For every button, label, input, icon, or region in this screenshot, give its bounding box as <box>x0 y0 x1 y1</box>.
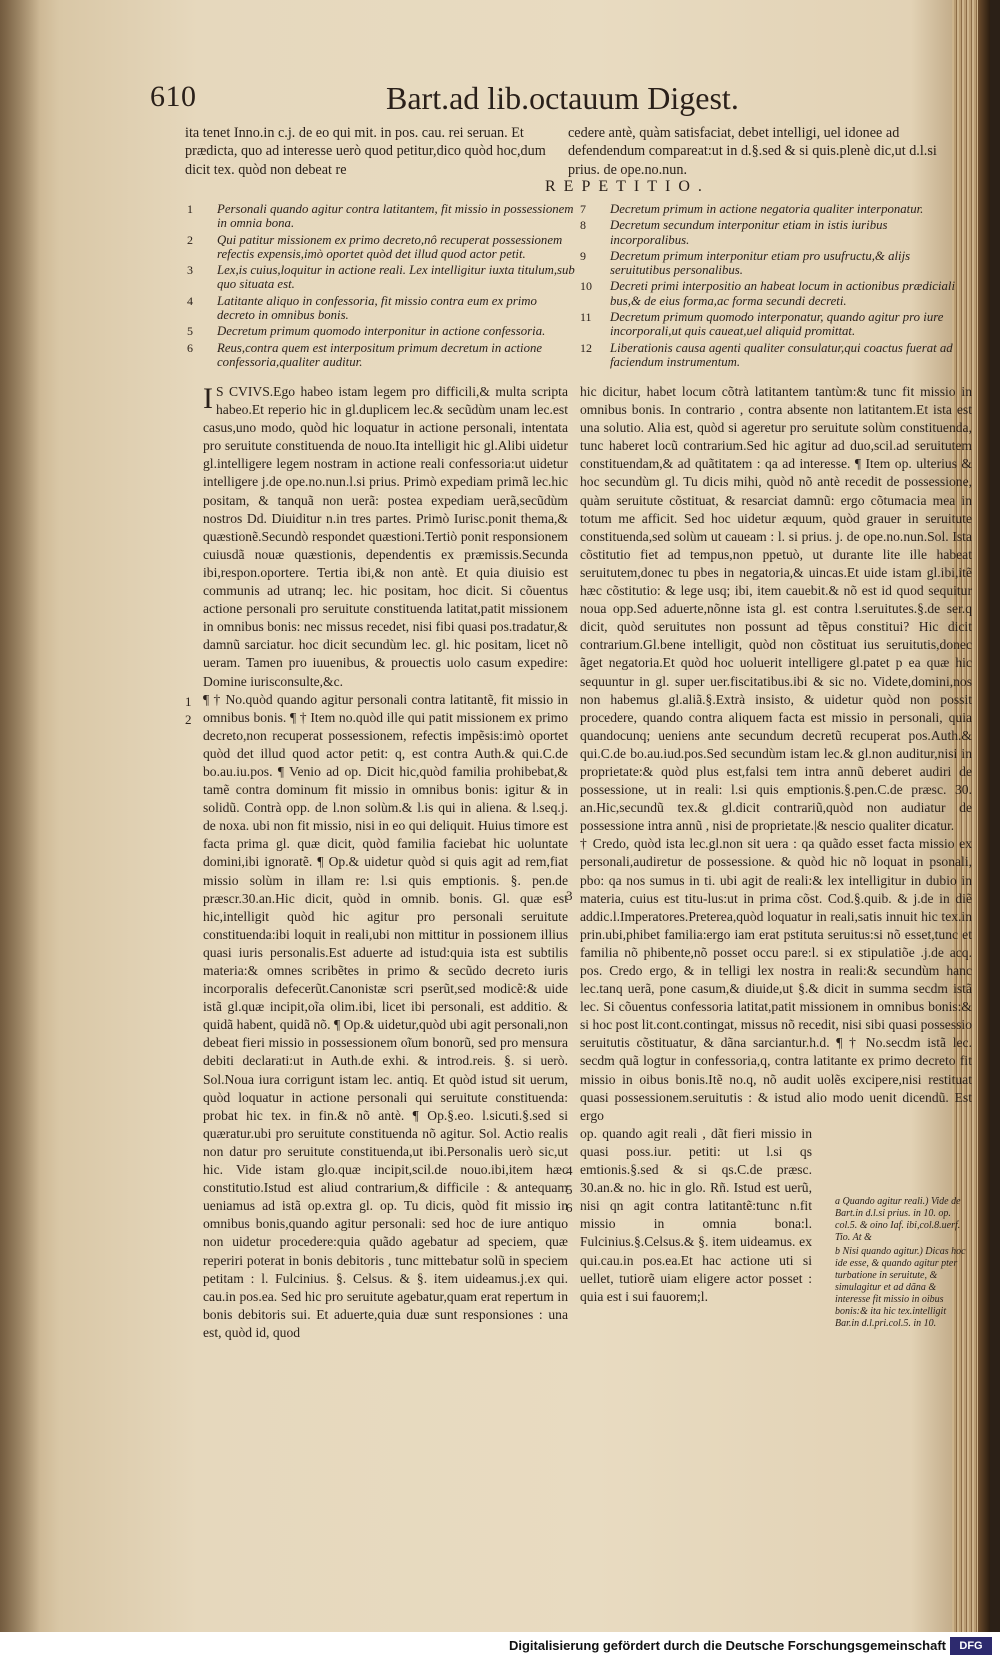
summary-item <box>580 202 964 216</box>
side-note: b Nisi quando agitur.) Dicas hoc ide esse, & quando agitur pter turbatione in seruitute, & simulagitur et ad dãna & interesse fit missio in oibus bonis:& ita hic tex.intelligit Bar.in d.l.pri.col.5. in 10. <box>835 1246 966 1329</box>
summary-number: 1 <box>187 202 193 216</box>
summary-list-right <box>580 202 964 371</box>
margin-number: 6 <box>566 1200 573 1215</box>
summary-item <box>187 293 575 323</box>
margin-number: 5 <box>566 1182 573 1197</box>
summary-text: Qui patitur missionem ex primo decreto,nô recuperat possessionem refectis expensis,imò oportet quòd det illud quod actor petit. <box>217 232 563 261</box>
margin-number: 3 <box>566 888 573 903</box>
summary-number: 7 <box>580 202 586 216</box>
summary-number: 8 <box>580 218 586 233</box>
summary-number: 6 <box>187 340 193 355</box>
summary-item <box>580 310 964 339</box>
summary-text: Liberationis causa agenti qualiter consulatur,qui coactus fuerat ad faciendum instrumentum. <box>610 340 953 369</box>
side-note: a Quando agitur reali.) Vide de Bart.in d.l.si prius. in 10. op. col.5. & oino Iaf. ibi,col.8.uerf. Tio. At & <box>835 1196 961 1243</box>
summary-item <box>580 279 964 308</box>
summary-number: 10 <box>580 279 592 294</box>
summary-text: Latitante aliquo in confessoria, fit missio contra eum ex primo decreto in omnibus bonis. <box>217 293 537 323</box>
margin-number: 4 <box>566 1163 573 1178</box>
summary-list-left <box>187 202 575 371</box>
summary-item <box>187 324 575 339</box>
summary-text: Decretum secundum interponitur etiam in istis iuribus incorporalibus. <box>610 218 888 247</box>
footer-bar <box>0 1632 1000 1661</box>
page-header <box>150 80 960 124</box>
margin-number: 1 <box>185 694 192 709</box>
intro-right <box>568 124 963 179</box>
gutter-shadow <box>0 0 40 1632</box>
margin-number: 2 <box>185 712 192 727</box>
dfg-logo: DFG <box>950 1637 992 1655</box>
summary-item <box>580 218 964 247</box>
summary-item <box>580 248 964 278</box>
intro-right-text: cedere antè, quàm satisfaciat, debet intelligi, uel idonee ad defendendum compareat:ut in d.§.sed & si quis.plenè dic,ut d.l.si prius. de ope.no.nun. <box>568 125 937 178</box>
body-paragraph: † Credo, quòd ista lec.gl.non sit uera : qa quãdo esset facta missio ex personali,audiretur de possessione. & quòd hic nõ loquat in psonali, pbo: qa nos sumus in ti. ubi agit de reali:& lex intelligitur in dubio in materia, cuius est titu-lus:ut in prima cõst. Cod.§.quib. & j.de in diẽ addic.l.Imperatores.Preterea,quòd loquatur in reali,satis innuit hic tex.in prin.ubi,phibet familia:ergo iam erat pstituta seruitus:si nõ esset,tunc et familia nõ phibente,nõ posset occu pare:l. si ex stipulatiõe .j.de acq. pos. Credo ergo, & in telligi lex nostra in reali:& secundùm hanc lec.tanq uerã, pone casum,& diuide,ut §.& dicit in summa secdm istã lec. Si cõuentus confessoria latitat,patit missionem in omnibus bonis:& si hoc post lit.cont.contingat, missus nõ recedit, nisi sibi quasi possessio seruitutis cõstituatur, & dãna sarciantur.h.d. ¶ † No.secdm istã lec. secdm quã logtur in confessoria,q, contra latitante ex primo decreto fit missio in oibus bonis.Itẽ no.q, nõ audit uolẽs excipere,nisi restituat quasi possessionem.seruitutis : & istud alio modo uenit dicendũ. Est ergo <box>580 836 972 1123</box>
summary-item <box>187 232 575 262</box>
summary-item <box>187 202 575 231</box>
summary-item <box>187 263 575 292</box>
page-number: 610 <box>150 80 197 113</box>
running-title: Bart.ad lib.octauum Digest. <box>386 80 739 116</box>
body-column-left <box>203 383 568 1342</box>
body-paragraph-text: S CVIVS.Ego habeo istam legem pro difficili,& multa scripta habeo.Et reperio hic in gl.duplicem lec.& secũdùm unam lec.est casus,uno modo, quòd hic loquatur in actione personali, intentata pro seruitute constituenda de nouo.Ita intelligit hic gl.Alibi uidetur gl.intelligere legem nostram in actione reali confessoria:ut uidetur intelligere j.de ope.no.nun.l.si prius. Primò expediam primã lec.hic positam, & tanquã non uerã: postea expediam uerã,secũdùm nostros Dd. Diuiditur n.in tres partes. Primò Iurisc.ponit thema,& quæstionẽ.Secundò respondet quæstioni.Tertiò ponit responsionem cuiusdã nouæ quæstionis, dependentis ex præmissis.Secunda ibi,respon.oportere. Tertia ibi,& non antè. Et quia diuisio est communis ad utranq; lec. hic positam, hoc dicit. Si cõuentus actione personali pro seruitute constituenda latitat,patit missionem in omnibus bonis: nec missus recedet, nisi fibi quasi pos.tradatur,& damnũ sarciatur. hoc dicit secundùm lec. gl. hic positam, licet nõ ueram. Tamen pro iuuenibus, & prouectis uolo casum expedire: Domine iurisconsulte,&c. <box>203 384 568 689</box>
summary-item <box>580 340 964 370</box>
summary-text: Decretum primum interponitur etiam pro usufructu,& alijs seruitutibus personalibus. <box>610 248 911 278</box>
body-paragraph: ¶ † No.quòd quando agitur personali contra latitantẽ, fit missio in omnibus bonis. ¶ † Item no.quòd ille qui patit missionem ex primo decreto,non recuperat possessionem, refectis impẽsis:imò oportet quòd det illud quod actor petit: q, est contra Auth.& qui.C.de bo.au.iu.pos. ¶ Venio ad op. Dicit hic,quòd familia prohibebat,& tamẽ contra dominum fit missio in omnibus bonis: igitur & in solidũ. Contrà opp. de l.non solùm.& l.is qui in aliena. & l.seq.j. de noxa. ubi non fit missio, nisi in eo qui deliquit. Huius timore est facta prima gl. quæ dicit, quòd familia faciebat hic uoluntate domini,ibi ignoratẽ. ¶ Op.& uidetur quòd si quis agit ad rem,fiat missio solùm in illam re: l.si quis emptionis. §. pen.de præscr.30.an.Hic dicit, quòd in omnib. bonis. Gl. quæ est hic,intelligit quòd hic agitur pro personali seruitute constituenda:ibi loquit in reali,ubi non mittitur in possionem illius quasi iuris personalis.Est aduerte ad istud:quia ista est subtilis materia:& omnes scribẽtes in primo & secũdo decreto iuris incorporalis defecerũt.Canonistæ scri pserũt,sed modicẽ:& uide istã gl.quæ incipit,oĩa olim.ibi, licet ibi personali, est additio. & quidã habent, quidã nõ. ¶ Op.& uidetur,quòd ubi agit personali,non debeat fieri missio in possessionem oĩum bonorũ, sed pro mensura debiti declarati:ut in Auth.de exhi. & introd.reis. §. si uerò. Sol.Noua iura corrigunt istam lec. antiq. Et quòd istud sit uerum, quòd loquatur in actione personali qui seruitute constituenda: probat hic tex. in fin.& nõ antè. ¶ Op.§.eo. l.sicuti.§.sed si quæratur.ubi pro seruitute constituenda nõ agitur. Sol. Actio realis non datur pro seruitute constituenda,ut ibi.Personalis uerò sic,ut hic. Vide istam glo.quæ incipit,scil.de nouo.ibi,item hæc constitutio.Istud est aliud contrarium,& difficile : & antequam ueniamus ad istã op.extra gl. op. Tu dicis, quòd fit missio in omnibus bonis,quando agitur personali: sed hoc de iure antiquo non uidetur procedere:quia quãdo agebatur ad speciem, quæ reperiri poterat in bonis debitoris , tunc mittebatur solũ in speciem petitam : l. Fulcinius. §. Celsus. & §. item uideamus.j.ex qui. cau.in pos.ea. Sed hic pro seruitute agebatur,quam erat repertum in bonis debitoris sui. Et aduerte,quia duæ sunt responsiones : una est, quòd id, quod <box>203 691 568 1340</box>
body-paragraph <box>203 383 568 691</box>
summary-number: 9 <box>580 248 586 263</box>
summary-number: 5 <box>187 324 193 339</box>
summary-text: Lex,is cuius,loquitur in actione reali. Lex intelligitur iuxta titulum,sub quo situata est. <box>217 263 575 292</box>
side-notes <box>835 1196 967 1332</box>
summary-text: Decretum primum in actione negatoria qualiter interponatur. <box>610 202 924 216</box>
summary-number: 3 <box>187 263 193 278</box>
summary-number: 12 <box>580 340 592 355</box>
summary-number: 4 <box>187 293 193 308</box>
body-paragraph: hic dicitur, habet locum cõtrà latitantem tantùm:& tunc fit missio in omnibus bonis. In contrario , contra absente non latitantem.Et ista est una solutio. Alia est, quòd si ageretur pro seruitute solùm constituenda, tunc haberet locũ contrarium.Sed hic agitur ad duo,scil.ad seruitutem constituendam,& ad quãtitatem : qa ad interesse. ¶ Item op. ulterius & hoc secundùm gl. Tu dicis mihi, quòd nõ antè recedit de possessione, quàm seruitute cõstituat, & resarciat damnũ: ergo cõtumacia mea in totum me afficit. Sed hoc uidetur æquum, quòd grauer in seruitute constituenda,sed solùm ut caueam : l. si prius. j. de ope.no.nun.Sol. Ista cõstitutio fiet ad tempus,non ppetuò, ut durante lite ille habeat seruitutem,donec tu pbes in negatoria,& uincas.Et uide istam gl.ibi,itẽ hæc cõstitutio: & lege usq; ibi, item cauebit.& nõ est id quod sequitur noua opp.Sed aduerte,nõnne ista gl. est contra l.seruitutes.§.de ser.q dicit, quòd seruitutes non possunt ad tẽpus constitui? Hic dicit contrarium.Gl.bene intelligit, quòd non cõstituat ius seruitutis,donec ãget negatoria.Et quòd hoc uoluerit intelligere gl.patet p ea quæ hic sequuntur in gl. super uer.fiscitatibus.ibi & sic no. Videte,domini,nos non habemus gl.aliã.§.Extrà insisto, & uidetur quòd non possit procedere, quando contra aliquem facta est missio in personali, quia quandocunq; ueniens ante secundum decretũ recuperat pos.Auth.& qui.C.de bo.au.iud.pos.Sed secundùm istam lec.& gl.non auditur,nisi in proprietate:& quòd plus est,falsi tem intra annũ deberet audiri de possessione, ut in reali: l.si quis emptionis.§.pen.C.de præsc. 30. an.Hic,secundũ tex.& gl.dicit contrariũ,quòd non audiatur de possessione intra annũ , nisi de proprietate.|& nescio qualiter dicatur. <box>580 384 972 834</box>
summary-text: Decreti primi interpositio an habeat locum in actionibus prædiciali bus,& de eius forma,ac forma secundi decreti. <box>610 279 956 308</box>
body-paragraph-narrow: op. quando agit reali , dãt fieri missio in quasi poss.iur. petiti: ut l.si qs emtionis.§.sed & si qs.C.de præsc. 30.an.& no. hic in glo. Rñ. Istud est uerũ, nisi qn agit contra latitantẽ:tunc n.fit missio in omnia bona:l. Fulcinius.§.Celsus.& §. item uideamus. ex qui.cau.in pos.ea.Et hac actione uti si uellet, tutiorẽ uiam eligere actor posset : quia est i sui fauorem;l. <box>580 1125 812 1304</box>
summary-text: Reus,contra quem est interpositum primum decretum in actione confessoria,qualiter auditur. <box>217 340 543 369</box>
summary-number: 2 <box>187 232 193 247</box>
footer-credit: Digitalisierung gefördert durch die Deutsche Forschungsgemeinschaft <box>508 1638 946 1653</box>
intro-left <box>185 124 553 179</box>
drop-cap: I <box>203 382 213 415</box>
intro-left-text: ita tenet Inno.in c.j. de eo qui mit. in pos. cau. rei seruan. Et prædicta, quo ad interesse uerò quod petitur,dico quòd hoc,dum dicit tex. quòd non debeat re <box>185 125 546 178</box>
section-heading-repetitio: REPETITIO. <box>545 178 710 195</box>
summary-text: Decretum primum quomodo interponatur, quando agitur pro iure incorporali,ut quis caueat,uel aliquid promittat. <box>610 310 944 339</box>
summary-text: Decretum primum quomodo interponitur in actione confessoria. <box>217 324 546 339</box>
page-fore-edge <box>978 0 990 1632</box>
summary-number: 11 <box>580 310 592 325</box>
summary-item <box>187 340 575 370</box>
summary-text: Personali quando agitur contra latitantem, fit missio in possessionem in omnia bona. <box>217 202 574 231</box>
body-column-right <box>580 383 972 1306</box>
